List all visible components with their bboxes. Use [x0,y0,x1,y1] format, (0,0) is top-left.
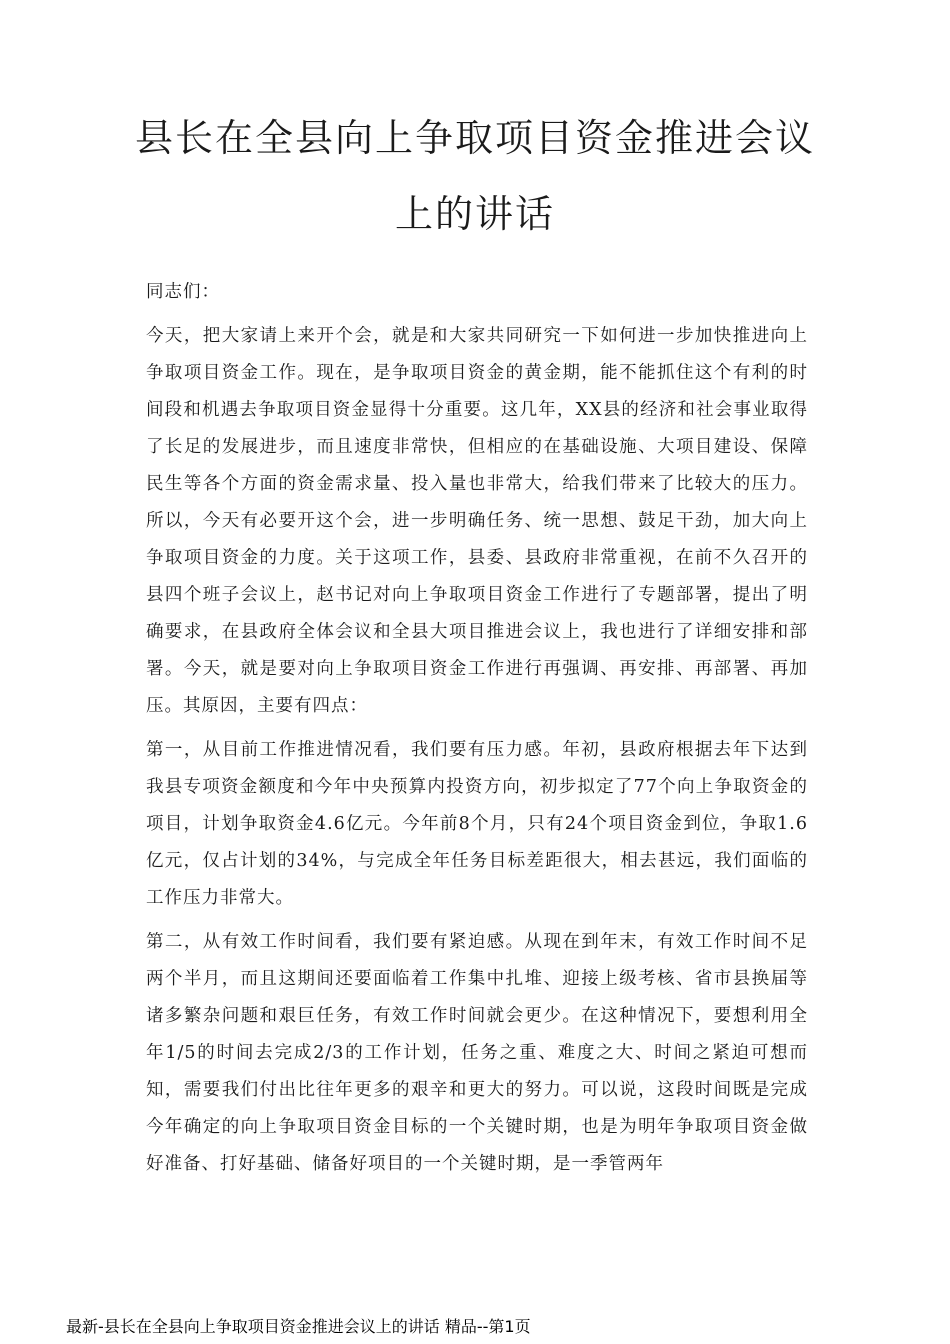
salutation: 同志们： [146,282,220,302]
title-line-1: 县长在全县向上争取项目资金推进会议 [134,116,815,160]
paragraph-second-point: 第二，从有效工作时间看，我们要有紧迫感。从现在到年末，有效工作时间不足两个半月，而且这期间还要面临着工作集中扎堆、迎接上级考核、省市县换届等诸多繁杂问题和艰巨任务，有效工作时间就会更少。在这种情况下，要想利用全年1/5的时间去完成2/3的工作计划，任务之重、难度之大、时间之紧迫可想而知，需要我们付出比往年更多的艰辛和更大的努力。可以说，这段时间既是完成今年确定的向上争取项目资金目标的一个关键时期，也是为明年争取项目资金做好准备、打好基础、储备好项目的一个关键时期，是一季管两年 [146,932,808,1174]
document-title [120,100,830,252]
paragraph-first-point: 第一，从目前工作推进情况看，我们要有压力感。年初，县政府根据去年下达到我县专项资金额度和今年中央预算内投资方向，初步拟定了77个向上争取资金的项目，计划争取资金4.6亿元。今年前8个月，只有24个项目资金到位，争取1.6亿元，仅占计划的34%，与完成全年任务目标差距很大，相去甚远，我们面临的工作压力非常大。 [146,740,808,908]
page-footer: 最新-县长在全县向上争取项目资金推进会议上的讲话 精品--第1页 [66,1317,531,1336]
paragraph-intro: 今天，把大家请上来开个会，就是和大家共同研究一下如何进一步加快推进向上争取项目资金工作。现在，是争取项目资金的黄金期，能不能抓住这个有利的时间段和机遇去争取项目资金显得十分重要。这几年，XX县的经济和社会事业取得了长足的发展进步，而且速度非常快，但相应的在基础设施、大项目建设、保障民生等各个方面的资金需求量、投入量也非常大，给我们带来了比较大的压力。所以，今天有必要开这个会，进一步明确任务、统一思想、鼓足干劲，加大向上争取项目资金的力度。关于这项工作，县委、县政府非常重视，在前不久召开的县四个班子会议上，赵书记对向上争取项目资金工作进行了专题部署，提出了明确要求，在县政府全体会议和全县大项目推进会议上，我也进行了详细安排和部署。今天，就是要对向上争取项目资金工作进行再强调、再安排、再部署、再加压。其原因，主要有四点： [146,326,808,716]
document-body [146,274,808,1190]
title-line-2: 上的讲话 [394,192,555,236]
